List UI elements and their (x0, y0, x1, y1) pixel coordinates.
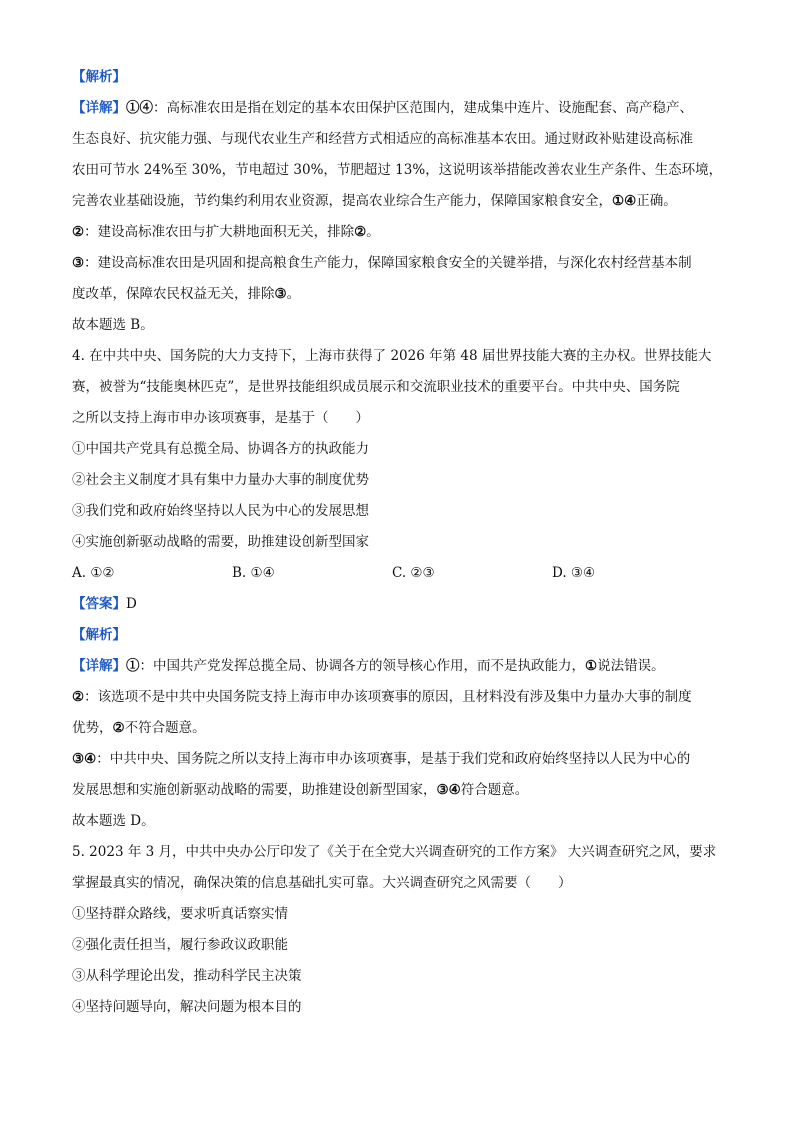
text: 优势， (72, 720, 113, 736)
detail-para-1-line-2 (72, 124, 732, 155)
option-mark: ①④ (126, 100, 153, 116)
q5-statement-3 (72, 961, 732, 992)
option-mark: ② (72, 689, 85, 705)
text: 度改革，保障农民权益无关，排除 (72, 286, 275, 302)
analysis-heading-q3 (72, 62, 732, 93)
text: 生态良好、抗灾能力强、与现代农业生产和经营方式相适应的高标准基本农田。通过财政补贴建设高标准 (72, 131, 693, 147)
detail-para-1-line-3 (72, 155, 732, 186)
text: 正确。 (636, 193, 677, 209)
text: 掌握最真实的情况，确保决策的信息基础扎实可靠。大兴调查研究之风需要（ ） (72, 875, 572, 891)
q4-detail-2-line-2 (72, 713, 732, 744)
text: 农田可节水 24%至 30%，节电超过 30%，节肥超过 13%，这说明该举措能改善农业生产条件、生态环境， (72, 162, 723, 178)
detail-tag: 【详解】 (72, 658, 126, 674)
text: 4. 在中共中央、国务院的大力支持下，上海市获得了 2026 年第 48 届世界技能大赛的主办权。世界技能大 (72, 348, 712, 364)
answer-tag: 【答案】 (72, 596, 126, 612)
option-mark: ③④ (72, 751, 97, 767)
text: ③从科学理论出发，推动科学民主决策 (72, 968, 302, 984)
text: ③我们党和政府始终坚持以人民为中心的发展思想 (72, 503, 369, 519)
option-mark: ③ (274, 286, 287, 302)
option-mark: ③ (72, 255, 85, 271)
conclusion-q4 (72, 806, 732, 837)
document-page (72, 62, 732, 1023)
option-mark: ② (354, 224, 367, 240)
text: ④实施创新驱动战略的需要，助推建设创新型国家 (72, 534, 369, 550)
q4-stem-line-2 (72, 372, 732, 403)
detail-tag: 【详解】 (72, 100, 126, 116)
q4-statement-3 (72, 496, 732, 527)
text: ①坚持群众路线，要求听真话察实情 (72, 906, 288, 922)
text: ②强化责任担当，履行参政议政职能 (72, 937, 288, 953)
text: ④坚持问题导向，解决问题为根本目的 (72, 999, 302, 1015)
q5-stem-line-1 (72, 837, 732, 868)
text: 符合题意。 (460, 782, 529, 798)
choice-a: A. ①② (72, 565, 115, 581)
choice-b: B. ①④ (232, 565, 275, 581)
q5-stem-line-2 (72, 868, 732, 899)
analysis-tag: 【解析】 (72, 627, 126, 643)
text: ：中共中央、国务院之所以支持上海市申办该项赛事，是基于我们党和政府始终坚持以人民为中心的 (96, 751, 691, 767)
analysis-heading-q4 (72, 620, 732, 651)
q4-stem-line-1 (72, 341, 732, 372)
option-mark: ③④ (436, 782, 461, 798)
text: 。 (366, 224, 380, 240)
text: 5. 2023 年 3 月，中共中央办公厅印发了《关于在全党大兴调查研究的工作方案》 大兴调查研究之风，要求 (72, 844, 717, 860)
text: 完善农业基础设施，节约集约利用农业资源，提高农业综合生产能力，保障国家粮食安全， (72, 193, 612, 209)
detail-para-1-line-1 (72, 93, 732, 124)
text: 赛，被誉为“技能奥林匹克”，是世界技能组织成员展示和交流职业技术的重要平台。中共中央、国务院 (72, 379, 680, 395)
option-mark: ② (72, 224, 85, 240)
analysis-tag: 【解析】 (72, 69, 126, 85)
detail-para-3-line-2 (72, 279, 732, 310)
text: 故本题选 D。 (72, 813, 155, 829)
detail-para-2 (72, 217, 732, 248)
text: 不符合题意。 (124, 720, 206, 736)
text: 故本题选 B。 (72, 317, 154, 333)
option-mark: ①④ (612, 193, 637, 209)
q4-detail-1 (72, 651, 732, 682)
option-mark: ① (585, 658, 598, 674)
q4-statement-4 (72, 527, 732, 558)
text: 之所以支持上海市申办该项赛事，是基于（ ） (72, 410, 369, 426)
text: ：高标准农田是指在划定的基本农田保护区范围内，建成集中连片、设施配套、高产稳产、 (153, 100, 693, 116)
detail-para-3-line-1 (72, 248, 732, 279)
q4-detail-3-line-1 (72, 744, 732, 775)
text: 。 (286, 286, 301, 302)
text: ②社会主义制度才具有集中力量办大事的制度优势 (72, 472, 369, 488)
text: 说法错误。 (597, 658, 665, 674)
answer-value: D (126, 596, 137, 612)
q4-answer (72, 589, 732, 620)
q4-stem-line-3 (72, 403, 732, 434)
q4-detail-3-line-2 (72, 775, 732, 806)
text: ：中国共产党发挥总揽全局、协调各方的领导核心作用，而不是执政能力， (139, 658, 585, 674)
option-mark: ② (112, 720, 125, 736)
q5-statement-4 (72, 992, 732, 1023)
choice-c: C. ②③ (392, 565, 435, 581)
conclusion-q3 (72, 310, 732, 341)
q4-choices (72, 558, 732, 589)
q5-statement-2 (72, 930, 732, 961)
q5-statement-1 (72, 899, 732, 930)
q4-detail-2-line-1 (72, 682, 732, 713)
q4-statement-2 (72, 465, 732, 496)
text: ：建设高标准农田与扩大耕地面积无关，排除 (84, 224, 355, 240)
choice-d: D. ③④ (552, 565, 596, 581)
text: ：建设高标准农田是巩固和提高粮食生产能力，保障国家粮食安全的关键举措，与深化农村经营基本制 (84, 255, 692, 271)
q4-statement-1 (72, 434, 732, 465)
text: ①中国共产党具有总揽全局、协调各方的执政能力 (72, 441, 369, 457)
option-mark: ① (126, 658, 140, 674)
text: ：该选项不是中共中央国务院支持上海市申办该项赛事的原因，且材料没有涉及集中力量办大事的制度 (84, 689, 692, 705)
text: 发展思想和实施创新驱动战略的需要，助推建设创新型国家， (72, 782, 437, 798)
detail-para-1-line-4 (72, 186, 732, 217)
